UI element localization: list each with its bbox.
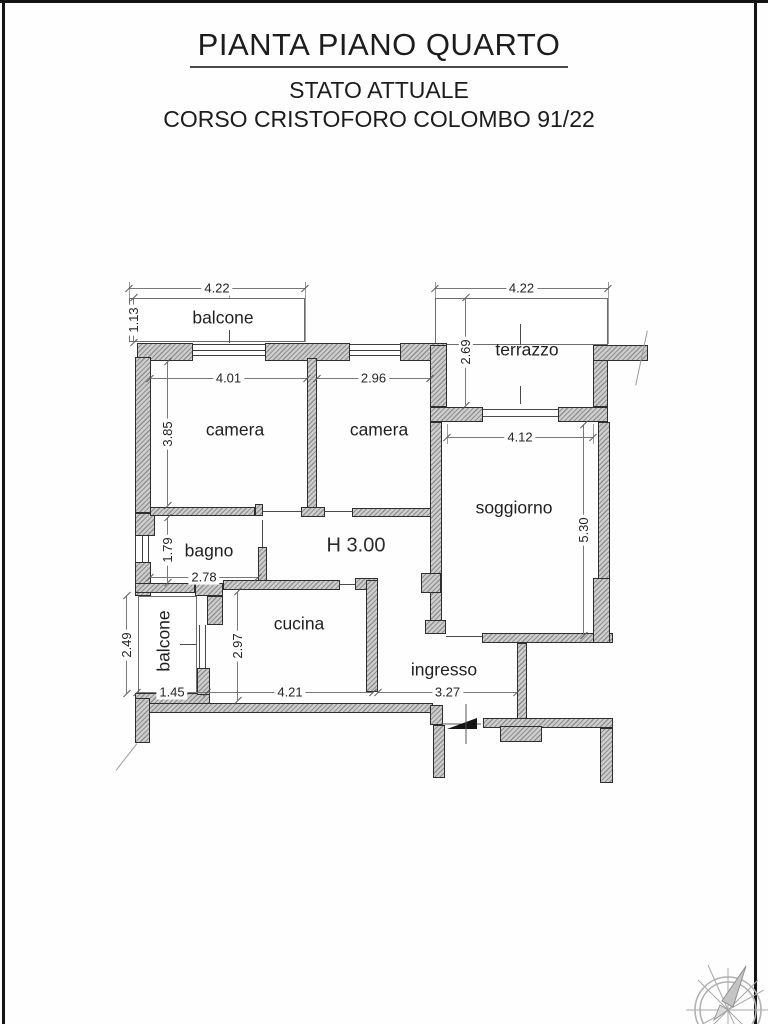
- entry-door-icon: [441, 703, 485, 745]
- wall: [517, 643, 527, 720]
- compass-rose-icon: [686, 960, 768, 1024]
- wall: [558, 407, 608, 422]
- wall: [593, 578, 610, 643]
- wall: [366, 580, 378, 692]
- railing-tick: [520, 386, 521, 404]
- wall: [301, 507, 325, 517]
- wall-pilaster: [421, 573, 441, 593]
- door-opening: [340, 584, 355, 585]
- room-label-cucina: cucina: [273, 613, 325, 634]
- dim-cucina-width: 4.21: [207, 692, 373, 693]
- wall: [425, 620, 446, 634]
- wall: [598, 422, 610, 580]
- room-label-balcone-left: balcone: [153, 610, 174, 672]
- room-label-ingresso: ingresso: [410, 659, 478, 680]
- dim-soggiorno-width: 4.12: [447, 437, 593, 438]
- dim-camera-2-width: 2.96: [317, 378, 430, 379]
- room-label-bagno: bagno: [184, 540, 234, 561]
- balcony-door-line: [199, 625, 200, 668]
- wall: [195, 583, 223, 596]
- wall: [135, 703, 433, 713]
- dim-balcone-top-width: 4.22: [129, 288, 305, 289]
- dim-camera-1-width: 4.01: [150, 378, 307, 379]
- wall: [207, 596, 223, 625]
- page-title: PIANTA PIANO QUARTO: [0, 27, 758, 63]
- wall: [500, 726, 542, 742]
- dim-balcone-top-depth: 1.13: [133, 298, 134, 342]
- room-label-camera-2: camera: [349, 419, 409, 440]
- railing-tick: [180, 644, 197, 645]
- window: [193, 344, 265, 356]
- page-address: CORSO CRISTOFORO COLOMBO 91/22: [163, 106, 595, 132]
- terrace-door-line: [483, 416, 558, 417]
- door-opening: [263, 511, 301, 512]
- dim-balcone-left-depth: 2.49: [126, 596, 127, 693]
- room-label-camera-1: camera: [205, 419, 265, 440]
- dim-cucina-depth: 2.97: [237, 592, 238, 700]
- terrace-door-line: [483, 409, 558, 410]
- railing-tick: [229, 330, 230, 343]
- room-label-soggiorno: soggiorno: [475, 497, 553, 518]
- dim-terrazzo-depth: 2.69: [465, 298, 466, 405]
- door-opening: [325, 511, 352, 512]
- door-opening: [262, 520, 263, 547]
- window: [135, 536, 149, 562]
- wall: [430, 407, 483, 422]
- room-label-balcone-top: balcone: [192, 307, 254, 328]
- ceiling-height-note: H 3.00: [326, 534, 386, 557]
- balcony-door-line: [205, 625, 206, 668]
- window: [350, 344, 400, 356]
- page-subtitle: STATO ATTUALE: [289, 77, 469, 103]
- wall: [255, 504, 263, 516]
- dim-camera-1-depth: 3.85: [167, 362, 168, 505]
- extension-line: [129, 282, 130, 298]
- extension-line: [305, 282, 306, 342]
- dim-soggiorno-depth: 5.30: [583, 425, 584, 635]
- dim-balcone-left-width: 1.45: [137, 692, 207, 693]
- dim-bagno-depth: 1.79: [167, 518, 168, 582]
- wall: [135, 698, 150, 743]
- dim-terrazzo-width: 4.22: [435, 288, 608, 289]
- wall: [135, 513, 155, 536]
- dim-bagno-width: 2.78: [150, 577, 258, 578]
- dim-ingresso-width: 3.27: [378, 692, 517, 693]
- room-label-terrazzo: terrazzo: [495, 339, 559, 360]
- wall: [352, 508, 433, 517]
- extension-line: [608, 282, 609, 344]
- extension-line: [435, 282, 436, 298]
- door-opening: [446, 636, 482, 637]
- break-line: [116, 743, 138, 770]
- wall: [600, 728, 613, 783]
